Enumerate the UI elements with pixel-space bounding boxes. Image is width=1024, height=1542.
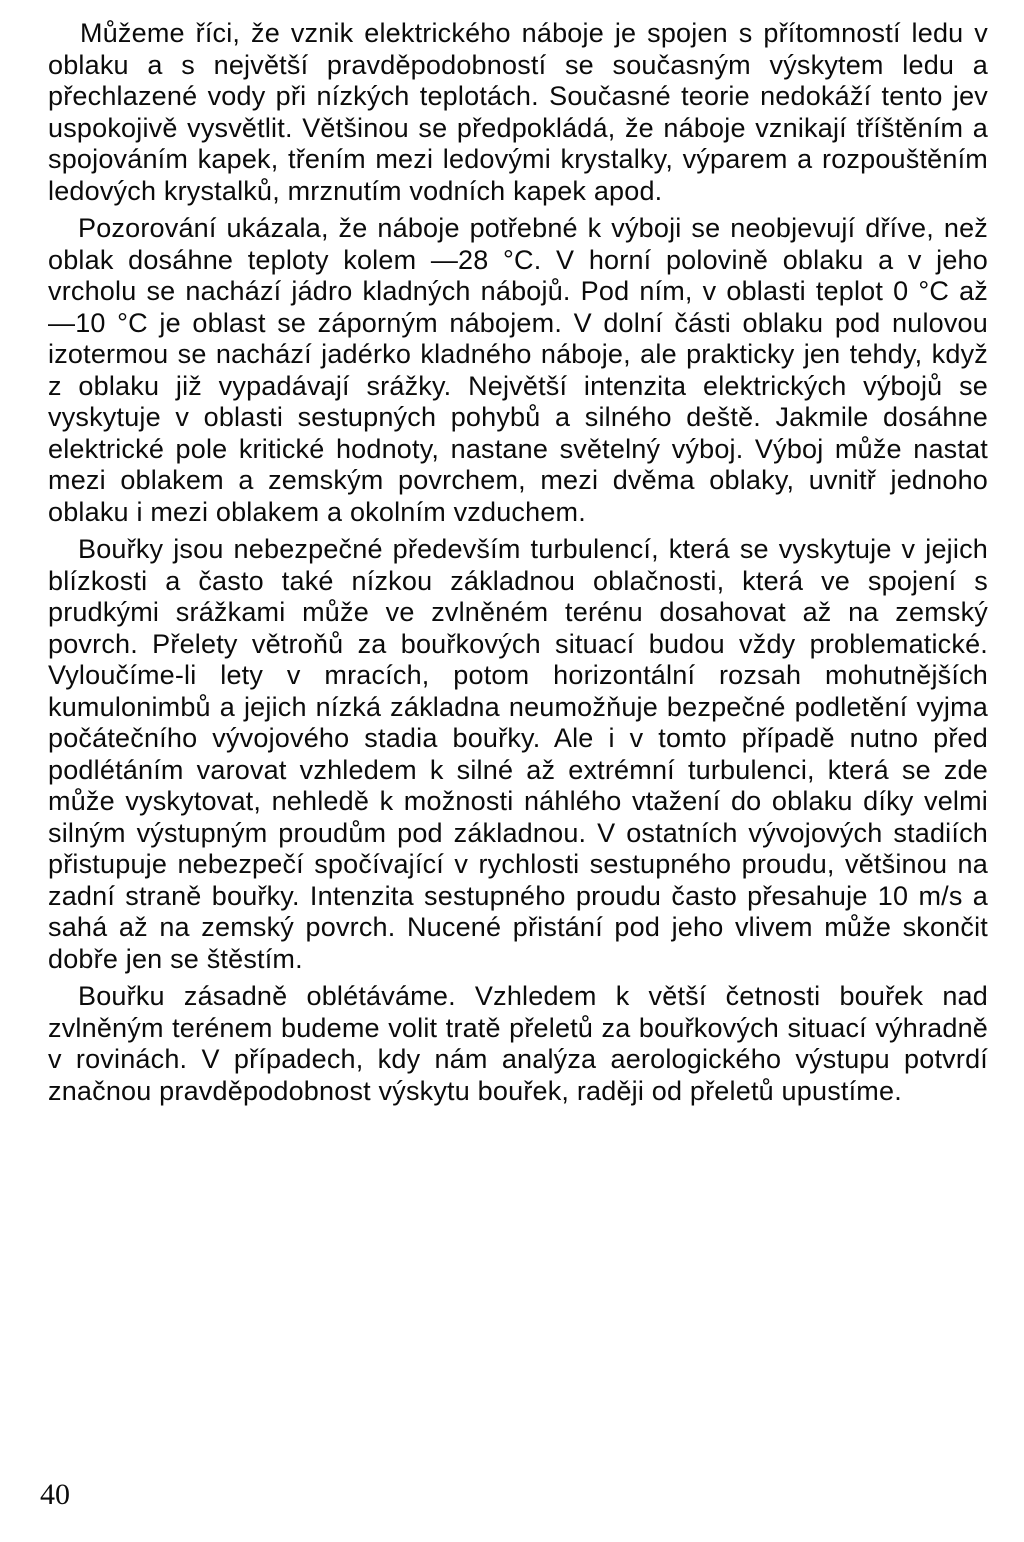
paragraph-avoidance: Bouřku zásadně oblétáváme. Vzhledem k větší četnosti bouřek nad zvlněným terénem budeme volit tratě přeletů za bouřkových situací výhradně v rovinách. V případech, kdy nám analýza aerologického výstupu potvrdí značnou pravděpodobnost výskytu bouřek, raději od přeletů upustíme. [48, 981, 988, 1106]
paragraph-thunderstorm-danger: Bouřky jsou nebezpečné především turbulencí, která se vyskytuje v jejich blízkosti a často také nízkou základnou oblačnosti, která ve spojení s prudkými srážkami může ve zvlněném terénu dosahovat až na zemský povrch. Přelety větroňů za bouřkových situací budou vždy problematické. Vyloučíme-li lety v mracích, potom horizontální rozsah mohutnějších kumulonimbů a jejich nízká základna neumožňuje bezpečné podletění vyjma počátečního vývojového stadia bouřky. Ale i v tomto případě nutno před podlétáním varovat vzhledem k silné až extrémní turbulenci, která se zde může vyskytovat, nehledě k možnosti náhlého vtažení do oblaku díky velmi silným výstupným proudům pod základnou. V ostatních vývojových stadiích přistupuje nebezpečí spočívající v rychlosti sestupného proudu, většinou na zadní straně bouřky. Intenzita sestupného proudu často přesahuje 10 m/s a sahá až na zemský povrch. Nucené přistání pod jeho vlivem může skončit dobře jen se štěstím. [48, 534, 988, 974]
paragraph-charge-distribution: Pozorování ukázala, že náboje potřebné k výboji se neobjevují dříve, než oblak dosáhne teploty kolem —28 °C. V horní polovině oblaku a v jeho vrcholu se nachází jádro kladných nábojů. Pod ním, v oblasti teplot 0 °C až —10 °C je oblast se záporným nábojem. V dolní části oblaku pod nulovou izotermou se nachází jadérko kladného náboje, ale prakticky jen tehdy, když z oblaku již vypadávají srážky. Největší intenzita elektrických výbojů se vyskytuje v oblasti sestupných pohybů a silného deště. Jakmile dosáhne elektrické pole kritické hodnoty, nastane světelný výboj. Výboj může nastat mezi oblakem a zemským povrchem, mezi dvěma oblaky, uvnitř jednoho oblaku i mezi oblakem a okolním vzduchem. [48, 213, 988, 527]
page-body [48, 18, 988, 1107]
page-number: 40 [40, 1478, 70, 1511]
paragraph-charge-origin: Můžeme říci, že vznik elektrického náboje je spojen s přítomností ledu v oblaku a s největší pravděpodobností se současným výskytem ledu a přechlazené vody při nízkých teplotách. Současné teorie nedokáží tento jev uspokojivě vysvětlit. Většinou se předpokládá, že náboje vznikají tříštěním a spojováním kapek, třením mezi ledovými krystalky, výparem a rozpouštěním ledových krystalků, mrznutím vodních kapek apod. [48, 18, 988, 206]
